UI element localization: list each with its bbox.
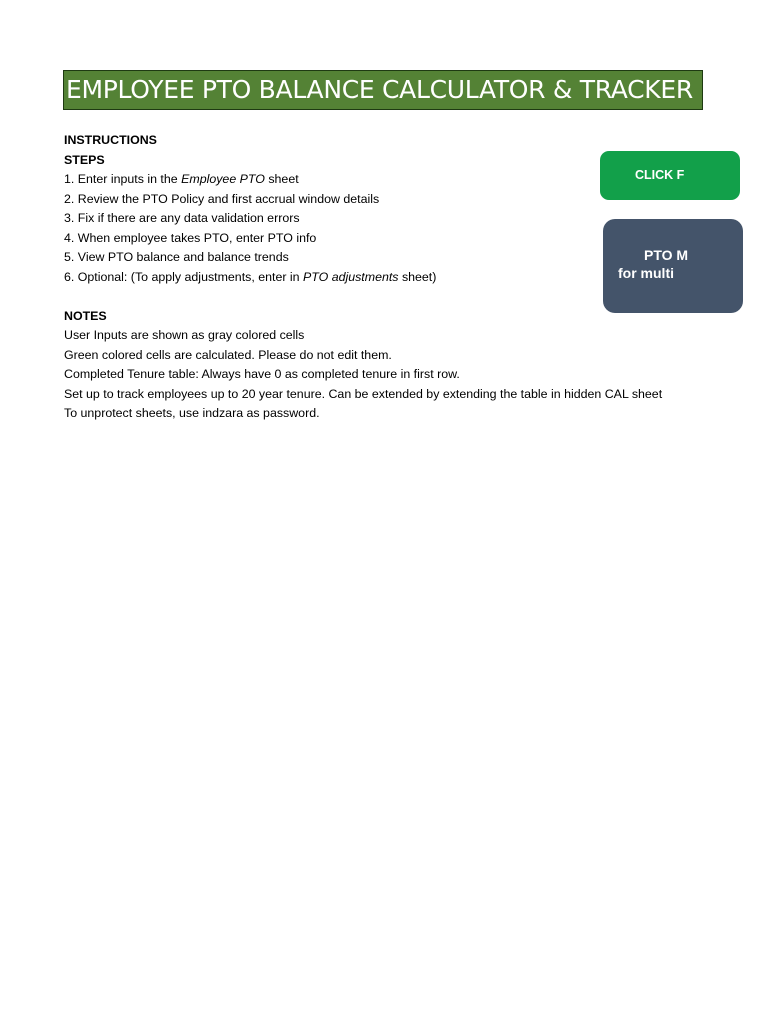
step-2: 2. Review the PTO Policy and first accrual window details [64, 191, 380, 206]
pto-multi-button-line2: for multi [618, 265, 674, 281]
note-line: Completed Tenure table: Always have 0 as completed tenure in first row. [64, 367, 460, 381]
pto-multi-button-line1: PTO M [644, 247, 689, 263]
page-title: EMPLOYEE PTO BALANCE CALCULATOR & TRACKER [63, 70, 703, 110]
note-line: Green colored cells are calculated. Please do not edit them. [64, 347, 392, 362]
steps-heading: STEPS [64, 152, 105, 167]
click-for-button[interactable]: CLICK F [600, 151, 740, 200]
instructions-heading: INSTRUCTIONS [64, 133, 157, 147]
step-6-prefix: 6. Optional: (To apply adjustments, enter in [64, 269, 303, 284]
step-1-emphasis: Employee PTO [181, 172, 265, 186]
note-line: User Inputs are shown as gray colored cells [64, 328, 305, 342]
step-4: 4. When employee takes PTO, enter PTO info [64, 230, 317, 245]
note-line: To unprotect sheets, use indzara as password. [64, 406, 320, 420]
step-1-suffix: sheet [264, 172, 299, 186]
step-1-prefix: 1. Enter inputs in the [64, 172, 182, 186]
pto-multi-button[interactable] [603, 219, 743, 313]
step-6-emphasis: PTO adjustments [303, 269, 399, 284]
notes-heading: NOTES [64, 308, 107, 323]
step-3: 3. Fix if there are any data validation errors [64, 211, 300, 225]
step-5: 5. View PTO balance and balance trends [64, 250, 289, 264]
step-6-suffix: sheet) [398, 269, 437, 284]
note-line: Set up to track employees up to 20 year tenure. Can be extended by extending the table in hidden CAL sheet [64, 386, 663, 401]
